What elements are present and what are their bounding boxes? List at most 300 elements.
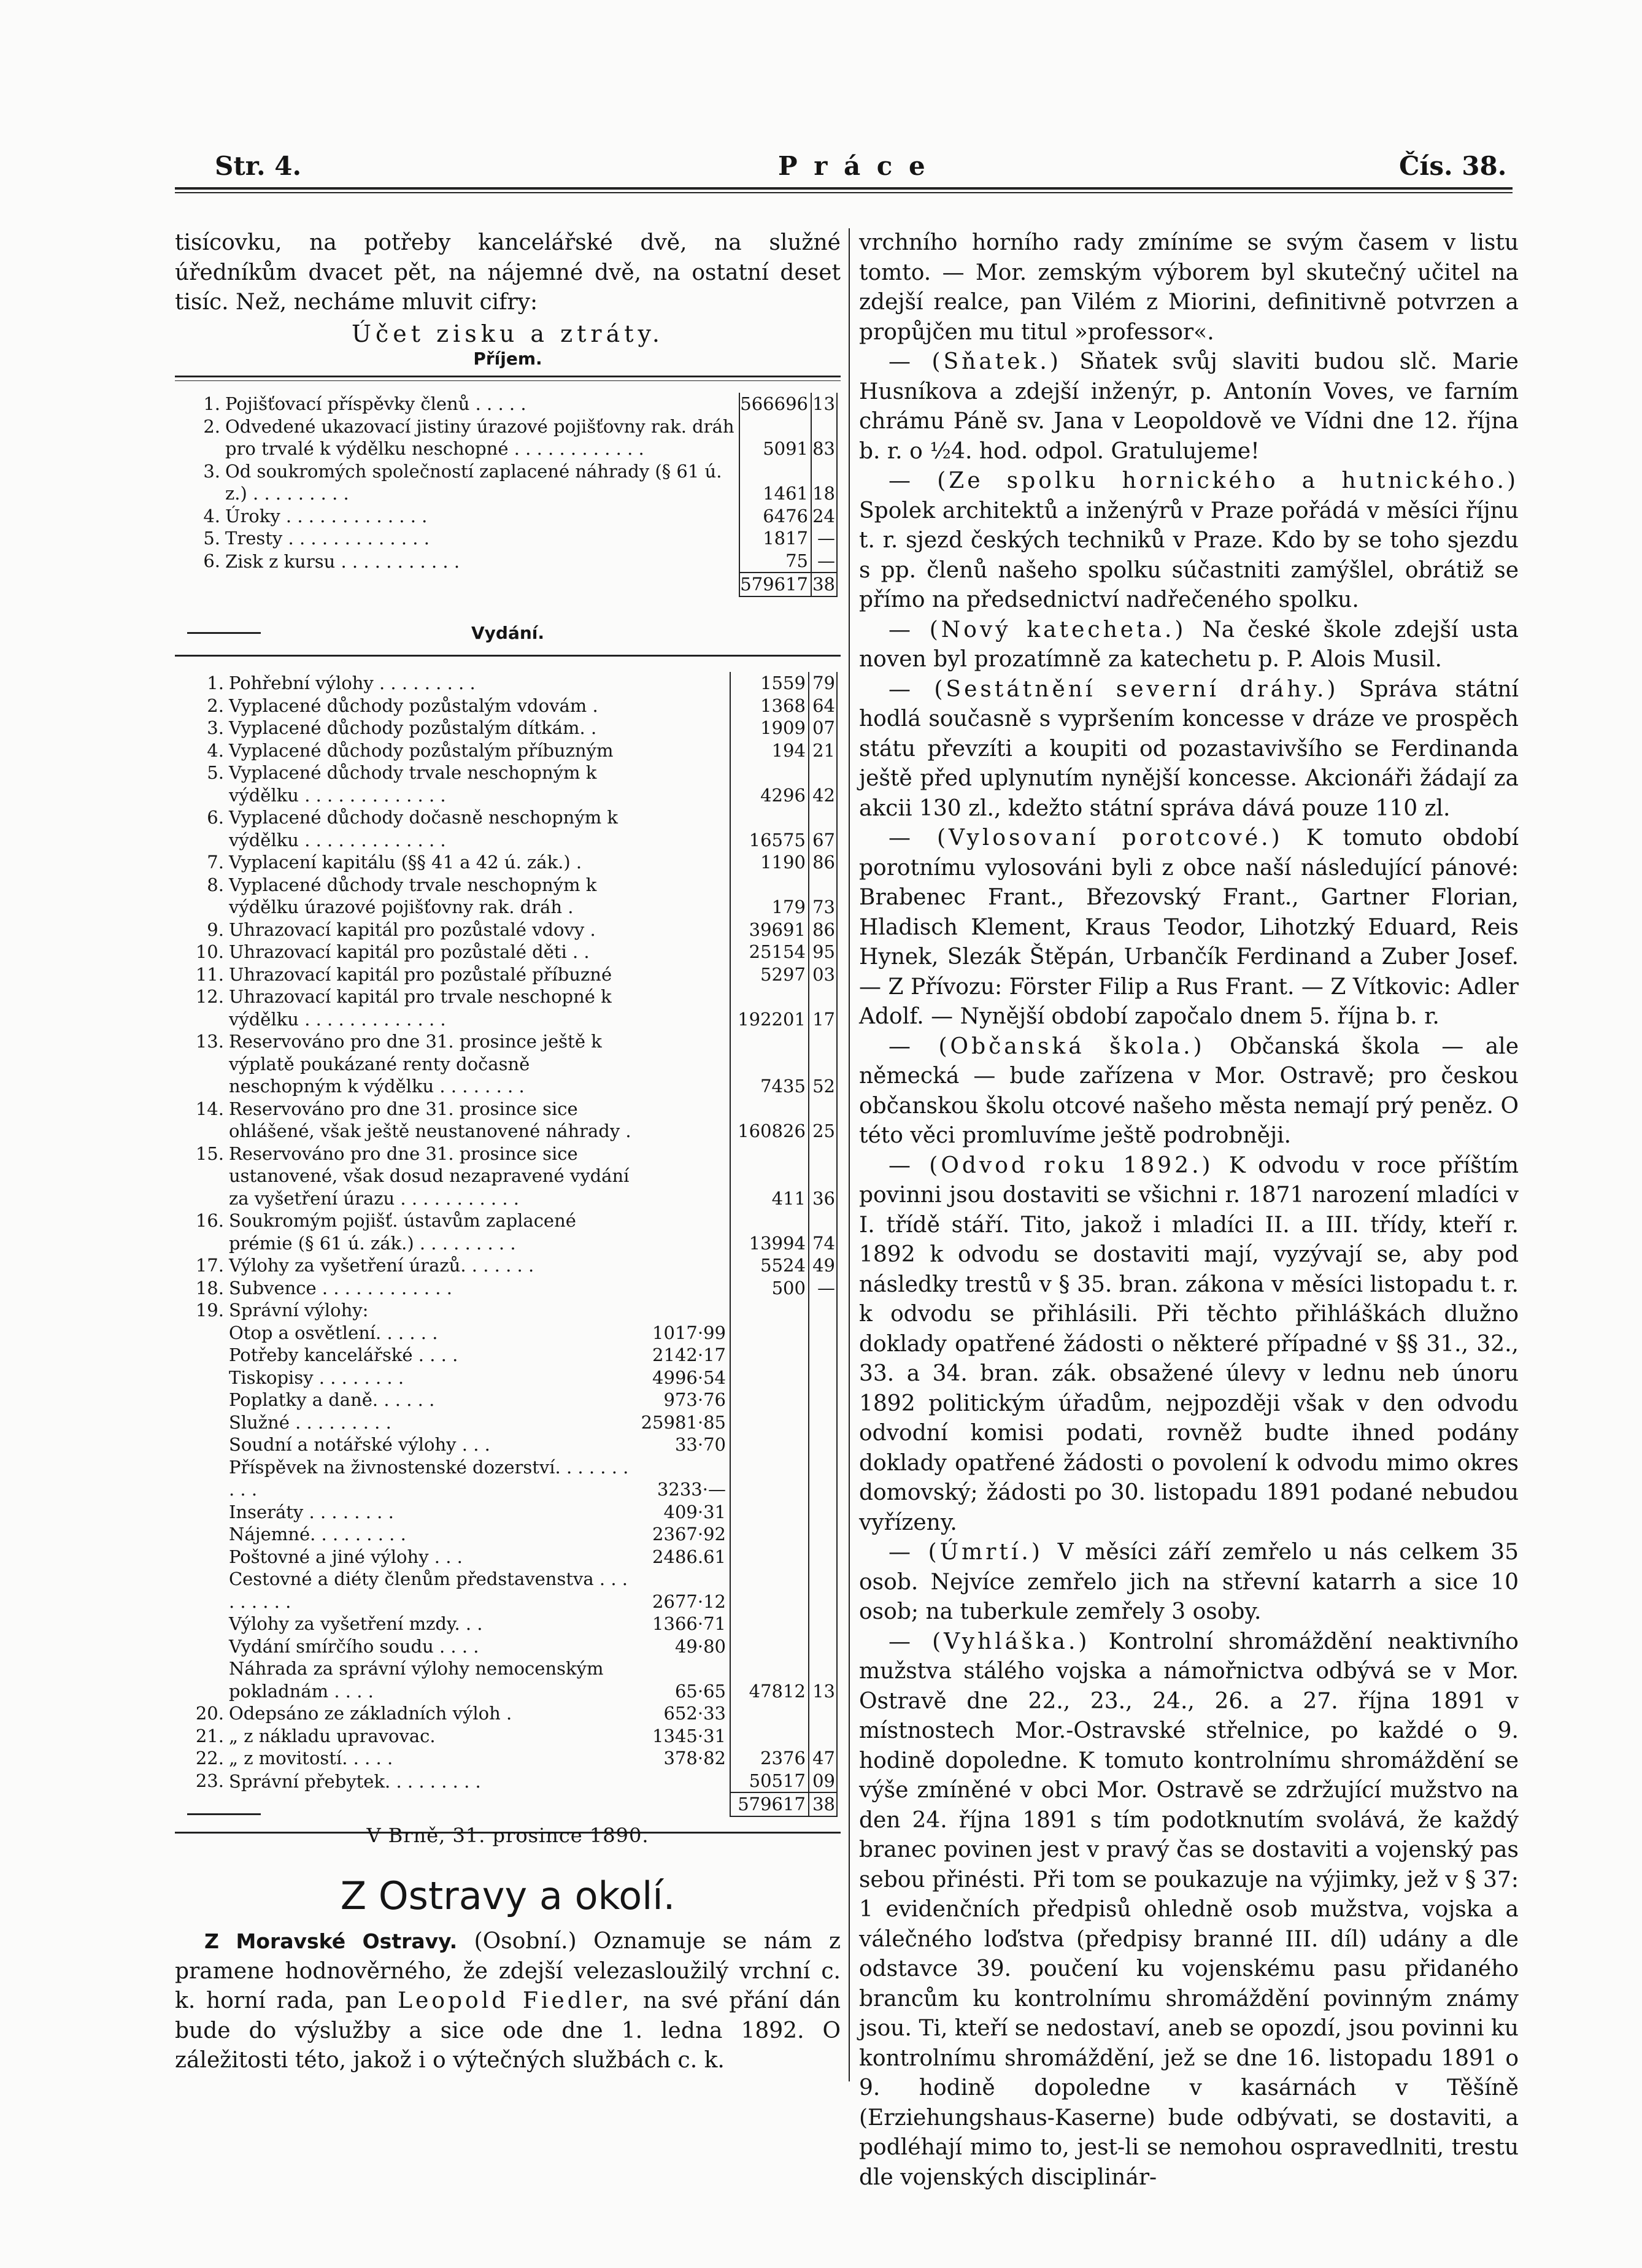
- row-number: [187, 1344, 229, 1367]
- row-cents: 13: [811, 393, 837, 415]
- row-subamount: 2367·92: [652, 1524, 726, 1545]
- expense-heading: Vydání.: [471, 623, 545, 643]
- expense-row: [187, 739, 837, 762]
- row-subamount: [633, 1770, 730, 1793]
- row-amount: [730, 1456, 809, 1501]
- row-subamount: [633, 1143, 730, 1210]
- row-description: Inseráty . . . . . . . .: [228, 1501, 394, 1522]
- news-paragraph: [859, 1538, 1519, 1627]
- row-amount: 4296: [730, 762, 809, 806]
- row-cents: —: [811, 527, 837, 550]
- expense-total-row: [187, 1792, 837, 1816]
- news-paragraph: [859, 824, 1519, 1032]
- row-number: 14.: [195, 1098, 224, 1119]
- row-subamount: [633, 695, 730, 717]
- row-description: Vydání smírčího soudu . . . .: [228, 1635, 479, 1657]
- row-cents: [809, 1702, 837, 1725]
- paragraph-body: Kontrolní shromáždění neaktivního mužstva stálého vojska a námořnictva odbývá se v Mor. Ostravě dne 22., 23., 24., 26. a 27. října 1891 v místnostech Mor.-Ostravské střelnice, po každé o 9. hodině dopoledne. K tomuto kontrolnímu shromáždění se výše zmíněné v obci Mor. Ostravě se zdržující mužstvo na den 24. října 1891 s tím podotknutím svolává, že každý branec povinen jest v pravý čas se dostaviti a vojenský pas sebou přinésti. Při tom se poukazuje na výjimky, jež v § 37: 1 evidenčních předpisů ohledně osob mužstva, vojska a válečného loďstva (předpisy branné III. díl) udány a dle odstavce 39. poučení ku vojenskému pasu přidaného brancům ku kontrolnímu shromáždění povinným známy jsou. Ti, kteří se nedostaví, aneb se opozdí, jsou povinni ku kontrolnímu shromáždění, jež se dne 16. listopadu 1891 o 9. hodině dopoledne v kasárnách v Těšíně (Erziehungshaus-Kaserne) bude odbývati, se dostaviti, a podléhají mimo to, jest-li se nemohou ospravedlniti, trestu dle vojenských disciplinár-: [859, 1629, 1519, 2190]
- news-paragraph: [859, 228, 1519, 347]
- paragraph-heading: — (Odvod roku 1892.): [888, 1152, 1229, 1178]
- account-title: Účet zisku a ztráty.: [351, 320, 664, 347]
- row-description: Správní výlohy:: [228, 1300, 369, 1321]
- row-cents: [809, 1389, 837, 1411]
- row-number: [187, 1523, 229, 1546]
- row-subamount: 2142·17: [652, 1344, 726, 1365]
- column-divider: [849, 228, 850, 2081]
- row-number: [187, 1546, 229, 1568]
- row-subamount: [633, 986, 730, 1030]
- row-amount: 194: [730, 739, 809, 762]
- row-amount: 1559: [730, 672, 809, 695]
- row-amount: 179: [730, 874, 809, 919]
- news-paragraph: [859, 466, 1519, 615]
- income-row: [187, 393, 837, 415]
- row-number: 16.: [195, 1210, 224, 1231]
- expense-table: [187, 672, 838, 1817]
- row-subamount: 4996·54: [652, 1367, 726, 1388]
- paragraph-heading: — (Vylosovaní porotcové.): [888, 825, 1306, 850]
- expense-row: [187, 1143, 837, 1210]
- row-amount: 13994: [730, 1209, 809, 1254]
- expense-row: [187, 1254, 837, 1277]
- row-number: [187, 1501, 229, 1524]
- expense-row: [187, 919, 837, 941]
- expense-row: [187, 874, 837, 919]
- row-description: Vyplacené důchody pozůstalým vdovám .: [228, 695, 598, 716]
- expense-row: [187, 1613, 837, 1635]
- row-subamount: [633, 1030, 730, 1098]
- row-number: 11.: [195, 963, 224, 985]
- row-description: Odvedené ukazovací jistiny úrazové pojišťovny rak. dráh pro trvalé k výdělku neschopné . . . . . . . . . . . .: [225, 415, 734, 459]
- row-subamount: [633, 851, 730, 874]
- row-amount: 500: [730, 1277, 809, 1300]
- row-cents: 86: [809, 919, 837, 941]
- row-description: Vyplacené důchody trvale neschopným k výdělku úrazové pojišťovny rak. dráh .: [228, 874, 597, 917]
- expense-row: [187, 1501, 837, 1524]
- paragraph-body: Spolek architektů a inženýrů v Praze pořádá v měsíci říjnu t. r. sjezd českých techniků v Praze. Kdo by se toho sjezdu s pp. členů našeho spolku súčastniti zamýšlel, obrátiž se přímo na předsednictví nadřečeného spolku.: [859, 498, 1519, 612]
- row-cents: 64: [809, 695, 837, 717]
- row-cents: [809, 1433, 837, 1456]
- paragraph-heading: — (Nový katecheta.): [888, 617, 1203, 642]
- row-amount: [730, 1411, 809, 1434]
- row-description: Potřeby kancelářské . . . .: [228, 1344, 458, 1365]
- row-amount: 5297: [730, 963, 809, 986]
- total-amount: 579617: [730, 1792, 809, 1816]
- row-amount: 160826: [730, 1098, 809, 1143]
- row-description: Vyplacené důchody pozůstalým dítkám. .: [228, 717, 597, 738]
- row-amount: 25154: [730, 941, 809, 963]
- row-number: 19.: [195, 1300, 224, 1321]
- row-cents: 79: [809, 672, 837, 695]
- row-subamount: 33·70: [674, 1434, 726, 1455]
- paragraph-body: K odvodu v roce příštím povinni jsou dostaviti se všichni r. 1871 narození mladíci v I. třídě stáří. Tito, jakož i mladíci II. a III. třídy, kteří r. 1892 k odvodu se dostaviti mají, vyzývají se, aby pod následky trestů v § 35. bran. zákona v měsíci listopadu t. r. k odvodu se přihlásili. Při těchto přihláškách dlužno doklady opatřené žádosti o některé případné v §§ 31., 32., 33. a 34. bran. zák. obsažené úlevy v lednu neb únoru 1892 politickým úřadům, nejpozději však v den odvodu odvodní komisi podati, rovněž budte ihned podány doklady opatřené žádosti o povolení k odvodu mimo okres domovský; žádosti po 30. listopadu 1891 podané nebudou vyřízeny.: [859, 1152, 1519, 1535]
- row-amount: [730, 1299, 809, 1322]
- row-subamount: [633, 919, 730, 941]
- expense-row: [187, 1702, 837, 1725]
- header-rule: [175, 187, 1513, 190]
- row-amount: [730, 1344, 809, 1367]
- row-cents: [809, 1613, 837, 1635]
- row-amount: 5524: [730, 1254, 809, 1277]
- row-cents: 47: [809, 1747, 837, 1770]
- row-description: Tresty . . . . . . . . . . . . .: [225, 528, 430, 549]
- row-subamount: 652·33: [663, 1703, 726, 1724]
- row-cents: 86: [809, 851, 837, 874]
- row-cents: 36: [809, 1143, 837, 1210]
- expense-row: [187, 963, 837, 986]
- row-description: Úroky . . . . . . . . . . . . .: [225, 505, 428, 526]
- row-subamount: [633, 1098, 730, 1143]
- news-paragraph: [859, 347, 1519, 466]
- row-description: Od soukromých společností zaplacené náhrady (§ 61 ú. z.) . . . . . . . . .: [225, 460, 722, 504]
- row-cents: [809, 1299, 837, 1322]
- row-cents: 42: [809, 762, 837, 806]
- row-number: 3.: [203, 460, 220, 482]
- row-cents: 13: [809, 1657, 837, 1702]
- expense-row: [187, 762, 837, 806]
- row-cents: —: [811, 550, 837, 573]
- row-description: Reservováno pro dne 31. prosince sice ohlášené, však ještě neustanovené náhrady .: [228, 1098, 631, 1141]
- row-subamount: 378·82: [663, 1748, 726, 1768]
- row-number: 6.: [203, 550, 220, 571]
- expense-row: [187, 1344, 837, 1367]
- row-description: Soukromým pojišť. ústavům zaplacené prémie (§ 61 ú. zák.) . . . . . . . . .: [228, 1210, 576, 1254]
- expense-row: [187, 1456, 837, 1501]
- header-rule-thin: [175, 192, 1513, 193]
- row-number: 13.: [195, 1031, 224, 1052]
- row-amount: 6476: [739, 505, 811, 528]
- row-number: 4.: [203, 505, 220, 526]
- row-subamount: 25981·85: [641, 1411, 726, 1433]
- expense-row: [187, 986, 837, 1030]
- row-description: Cestovné a diéty členům představenstva . . . . . . . . .: [228, 1568, 628, 1612]
- row-description: Zisk z kursu . . . . . . . . . . .: [225, 550, 460, 572]
- row-description: „ z nákladu upravovac.: [228, 1725, 436, 1746]
- row-number: 6.: [207, 807, 224, 828]
- paragraph-body: vrchního horního rady zmíníme se svým časem v listu tomto. — Mor. zemským výborem byl skutečný učitel na zdejší realce, pan Vilém z Miorini, definitivně potvrzen a propůjčen mu titul »professor«.: [859, 230, 1519, 345]
- expense-row: [187, 1725, 837, 1748]
- row-cents: [809, 1367, 837, 1389]
- news-paragraph: [859, 1032, 1519, 1151]
- row-amount: 566696: [739, 393, 811, 415]
- row-amount: [730, 1635, 809, 1658]
- row-amount: 5091: [739, 415, 811, 460]
- row-description: Uhrazovací kapitál pro trvale neschopné k výdělku . . . . . . . . . . . . .: [228, 986, 612, 1030]
- total-label: [225, 573, 739, 596]
- row-amount: 192201: [730, 986, 809, 1030]
- expense-row: [187, 1299, 837, 1322]
- row-amount: 39691: [730, 919, 809, 941]
- row-amount: [730, 1725, 809, 1748]
- total-cents: 38: [811, 573, 837, 596]
- row-description: Subvence . . . . . . . . . . . .: [228, 1277, 452, 1298]
- income-total-rule-left: [187, 632, 261, 634]
- row-number: [187, 1568, 229, 1613]
- row-number: [187, 1433, 229, 1456]
- paragraph-body: K tomuto období porotnímu vylosováni byli z obce naší následující pánové: Brabenec Frant., Březovský Frant., Gartner Florian, Hladisch Klement, Kraus Teodor, Lihotzký Eduard, Reis Hynek, Slezák Štěpán, Urbančík Ferdinand a Zuber Josef. — Z Přívozu: Förster Filip a Rus Frant. — Z Vítkovic: Adler Adolf. — Nynější období započalo dnem 5. října b. r.: [859, 825, 1519, 1029]
- row-amount: 1461: [739, 460, 811, 505]
- row-cents: 67: [809, 806, 837, 851]
- row-amount: [730, 1546, 809, 1568]
- row-number: [187, 1411, 229, 1434]
- row-number: 23.: [195, 1770, 224, 1791]
- issue-number: Čís. 38.: [1399, 151, 1507, 181]
- row-number: 4.: [207, 739, 224, 761]
- row-cents: 09: [809, 1770, 837, 1793]
- expense-row: [187, 1209, 837, 1254]
- expense-row: [187, 1367, 837, 1389]
- row-subamount: [633, 1277, 730, 1300]
- row-cents: [809, 1322, 837, 1344]
- total-cents: 38: [809, 1792, 837, 1816]
- row-number: 5.: [207, 762, 224, 783]
- row-subamount: 1366·71: [652, 1613, 726, 1634]
- row-number: [187, 1792, 229, 1816]
- row-number: 1.: [203, 393, 220, 414]
- row-number: [187, 1367, 229, 1389]
- row-cents: 74: [809, 1209, 837, 1254]
- row-cents: [809, 1546, 837, 1568]
- row-number: 3.: [207, 717, 224, 738]
- expense-row: [187, 1770, 837, 1793]
- expense-row: [187, 1277, 837, 1300]
- table-top-rule-thin: [175, 380, 841, 381]
- row-description: Výlohy za vyšetření mzdy. . .: [228, 1613, 483, 1634]
- row-number: 5.: [203, 528, 220, 549]
- row-amount: 7435: [730, 1030, 809, 1098]
- row-description: Odepsáno ze základních výloh .: [228, 1703, 512, 1724]
- news-paragraph: [859, 1627, 1519, 2193]
- expense-row: [187, 695, 837, 717]
- row-description: Soudní a notářské výlohy . . .: [228, 1434, 490, 1455]
- news-paragraph: [859, 615, 1519, 675]
- paragraph-body: Správa státní hodlá současně s vypršením koncesse v dráze ve prospěch státu převzíti a koupiti od pozastavivšího se Ferdinanda ještě před uplynutím nynější koncesse. Akcionáři žádají za akcii 130 zl., kdežto státní správa dává pouze 110 zl.: [859, 676, 1519, 821]
- row-cents: 07: [809, 717, 837, 739]
- row-subamount: [633, 1254, 730, 1277]
- row-cents: [809, 1501, 837, 1524]
- paragraph-body: V měsíci září zemřelo u nás celkem 35 osob. Nejvíce zemřelo jich na střevní katarrh a sice 10 osob; na tuberkule zemřely 3 osoby.: [859, 1540, 1519, 1624]
- expense-row: [187, 941, 837, 963]
- row-cents: 18: [811, 460, 837, 505]
- row-cents: [809, 1635, 837, 1658]
- row-amount: [730, 1322, 809, 1344]
- expense-row: [187, 1568, 837, 1613]
- row-amount: 1368: [730, 695, 809, 717]
- row-subamount: 973·76: [663, 1389, 726, 1410]
- left-column: [175, 228, 841, 369]
- row-description: Příspěvek na živnostenské dozerství. . . . . . . . . .: [228, 1456, 629, 1500]
- income-row: [187, 527, 837, 550]
- row-description: Poštovné a jiné výlohy . . .: [228, 1546, 463, 1567]
- intro-paragraph: tisícovku, na potřeby kancelářské dvě, na služné úředníkům dvacet pět, na nájemné dvě, na ostatní deset tisíc. Než, necháme mluvit cifry:: [175, 230, 841, 315]
- expense-row: [187, 1098, 837, 1143]
- paragraph-body: Občanská škola — ale německá — bude zařízena v Mor. Ostravě; pro českou občanskou školu otcové našeho města nemají prý peněz. O této věci promluvíme ještě podrobněji.: [859, 1033, 1519, 1148]
- row-subamount: 2486.61: [652, 1546, 726, 1567]
- row-description: Uhrazovací kapitál pro pozůstalé vdovy .: [228, 919, 596, 940]
- place-heading: Z Moravské Ostravy.: [204, 1929, 458, 1953]
- row-number: 2.: [203, 415, 220, 437]
- left-article: [175, 1856, 841, 2076]
- row-subamount: 1345·31: [652, 1725, 726, 1746]
- row-amount: 1817: [739, 527, 811, 550]
- row-cents: 52: [809, 1030, 837, 1098]
- expense-row: [187, 806, 837, 851]
- row-subamount: [633, 739, 730, 762]
- row-number: [187, 1389, 229, 1411]
- row-subamount: [633, 963, 730, 986]
- row-cents: [809, 1456, 837, 1501]
- row-amount: 16575: [730, 806, 809, 851]
- row-cents: [809, 1725, 837, 1748]
- row-number: 17.: [195, 1255, 224, 1276]
- news-paragraph: [859, 675, 1519, 824]
- row-cents: 17: [809, 986, 837, 1030]
- expense-row: [187, 851, 837, 874]
- personal-news-paragraph: [175, 1927, 841, 2076]
- row-number: 12.: [195, 986, 224, 1007]
- row-cents: 03: [809, 963, 837, 986]
- row-description: Reservováno pro dne 31. prosince ještě k výplatě poukázané renty dočasně neschopným k výdělku . . . . . . . .: [228, 1031, 602, 1097]
- income-row: [187, 415, 837, 460]
- row-number: 20.: [195, 1703, 224, 1724]
- row-description: Vyplacené důchody trvale neschopným k výdělku . . . . . . . . . . . . .: [228, 762, 597, 806]
- row-amount: 2376: [730, 1747, 809, 1770]
- row-subamount: 65·65: [674, 1680, 726, 1702]
- row-description: Vyplacené důchody pozůstalým příbuzným: [228, 739, 614, 761]
- row-subamount: 1017·99: [652, 1322, 726, 1343]
- row-amount: [730, 1702, 809, 1725]
- expense-row: [187, 1322, 837, 1344]
- row-number: 10.: [195, 941, 224, 962]
- paragraph-heading: — (Občanská škola.): [888, 1033, 1230, 1059]
- income-total-row: [187, 573, 837, 596]
- row-number: 22.: [195, 1748, 224, 1768]
- page-number: Str. 4.: [215, 151, 302, 181]
- row-subamount: 409·31: [663, 1501, 726, 1522]
- income-table: [187, 393, 838, 597]
- expense-row: [187, 1433, 837, 1456]
- row-subamount: [633, 941, 730, 963]
- row-cents: 21: [809, 739, 837, 762]
- row-cents: 49: [809, 1254, 837, 1277]
- row-number: 1.: [207, 673, 224, 693]
- row-amount: [730, 1613, 809, 1635]
- personal-lead: (Osobní.) Oznamuje se nám z pramene hodnověrného, že zdejší velezasloužilý vrchní c. k. horní rada, pan: [175, 1929, 841, 2013]
- expense-row: [187, 1523, 837, 1546]
- row-description: Výlohy za vyšetření úrazů. . . . . . .: [228, 1255, 534, 1276]
- income-row: [187, 505, 837, 528]
- row-description: Náhrada za správní výlohy nemocenským pokladnám . . . .: [228, 1658, 604, 1702]
- right-column: [859, 228, 1519, 2193]
- section-title: Z Ostravy a okolí.: [340, 1873, 676, 1918]
- income-heading: Příjem.: [473, 348, 542, 369]
- paragraph-heading: — (Úmrtí.): [888, 1540, 1058, 1565]
- expense-row: [187, 1389, 837, 1411]
- row-number: [187, 1322, 229, 1344]
- row-number: 2.: [207, 695, 224, 716]
- row-cents: [809, 1568, 837, 1613]
- paragraph-body: Na české škole zdejší usta noven byl prozatímně za katechetu p. P. Alois Musil.: [859, 617, 1519, 672]
- row-amount: 1190: [730, 851, 809, 874]
- row-number: [187, 1613, 229, 1635]
- row-description: Vyplacené důchody dočasně neschopným k výdělku . . . . . . . . . . . . .: [228, 807, 618, 850]
- row-description: Reservováno pro dne 31. prosince sice ustanovené, však dosud nezapravené vydání za vyšetření úrazu . . . . . . . . . . .: [228, 1143, 630, 1209]
- total-label: [229, 1792, 730, 1816]
- row-subamount: [633, 717, 730, 739]
- row-description: Správní přebytek. . . . . . . . .: [228, 1770, 481, 1792]
- row-number: 9.: [207, 919, 224, 940]
- row-description: Pojišťovací příspěvky členů . . . . .: [225, 393, 526, 414]
- signature-line: V Brně, 31. prosince 1890.: [366, 1824, 649, 1847]
- row-number: [187, 573, 225, 596]
- row-amount: 50517: [730, 1770, 809, 1793]
- row-subamount: [633, 762, 730, 806]
- row-cents: —: [809, 1277, 837, 1300]
- expense-top-rule: [175, 655, 841, 657]
- row-description: Poplatky a daně. . . . . .: [228, 1389, 435, 1410]
- row-cents: 24: [811, 505, 837, 528]
- expense-total-rule-left: [187, 1813, 261, 1815]
- row-cents: [809, 1411, 837, 1434]
- row-amount: 411: [730, 1143, 809, 1210]
- income-row: [187, 550, 837, 573]
- row-amount: 1909: [730, 717, 809, 739]
- row-description: Pohřební výlohy . . . . . . . . .: [228, 673, 476, 693]
- row-number: 8.: [207, 874, 224, 895]
- table-top-rule: [175, 376, 841, 377]
- row-amount: [730, 1367, 809, 1389]
- expense-row: [187, 1635, 837, 1658]
- person-name: Leopold Fiedler,: [398, 1988, 633, 2013]
- newspaper-title: P r á c e: [778, 151, 929, 181]
- row-subamount: [633, 672, 730, 695]
- row-description: Nájemné. . . . . . . . .: [228, 1524, 406, 1545]
- row-description: „ z movitostí. . . . .: [228, 1748, 393, 1768]
- news-paragraph: [859, 1151, 1519, 1538]
- row-description: Tiskopisy . . . . . . . .: [228, 1367, 404, 1388]
- paragraph-heading: — (Sestátnění severní dráhy.): [888, 676, 1359, 702]
- row-subamount: 2677·12: [652, 1591, 726, 1612]
- paragraph-heading: — (Vyhláška.): [888, 1629, 1109, 1654]
- expense-row: [187, 672, 837, 695]
- row-amount: [730, 1389, 809, 1411]
- row-cents: [809, 1344, 837, 1367]
- row-number: [187, 1635, 229, 1658]
- expense-row: [187, 1747, 837, 1770]
- row-cents: 83: [811, 415, 837, 460]
- paragraph-body: Sňatek svůj slaviti budou slč. Marie Husníkova a zdejší inženýr, p. Antonín Voves, ve farním chrámu Páně sv. Jana v Leopoldově ve Vídni dne 12. října b. r. o ½4. hod. odpol. Gratulujeme!: [859, 349, 1519, 464]
- paragraph-heading: — (Ze spolku hornického a hutnického.): [888, 468, 1519, 493]
- row-subamount: 3233·—: [657, 1479, 726, 1500]
- row-cents: 25: [809, 1098, 837, 1143]
- row-cents: 95: [809, 941, 837, 963]
- row-amount: [730, 1523, 809, 1546]
- row-number: 7.: [207, 852, 224, 873]
- expense-row: [187, 717, 837, 739]
- expense-row: [187, 1411, 837, 1434]
- row-description: Uhrazovací kapitál pro pozůstalé děti . .: [228, 941, 590, 962]
- row-amount: [730, 1501, 809, 1524]
- paragraph-heading: — (Sňatek.): [888, 349, 1080, 374]
- row-description: Vyplacení kapitálu (§§ 41 a 42 ú. zák.) .: [228, 852, 582, 873]
- row-subamount: [633, 874, 730, 919]
- row-amount: 75: [739, 550, 811, 573]
- row-number: [187, 1657, 229, 1702]
- row-amount: [730, 1433, 809, 1456]
- expense-row: [187, 1030, 837, 1098]
- row-number: 15.: [195, 1143, 224, 1164]
- row-subamount: [633, 1209, 730, 1254]
